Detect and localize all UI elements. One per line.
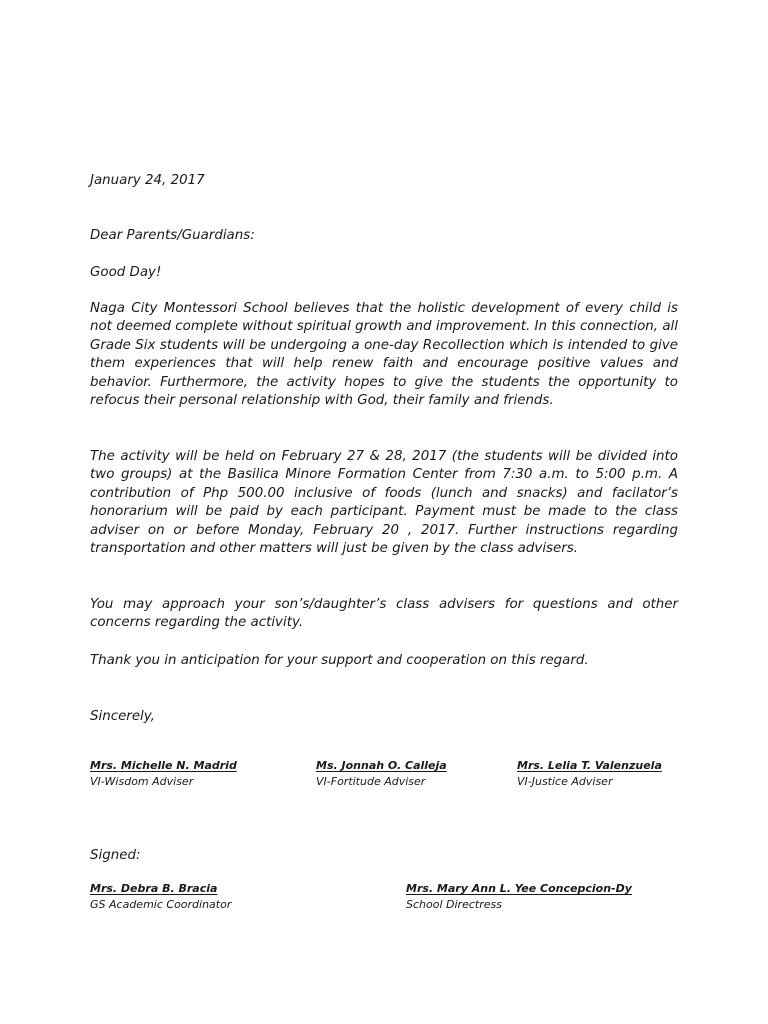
signatory-coordinator — [90, 881, 231, 913]
paragraph-intro: Naga City Montessori School believes that the holistic development of every child is not deemed complete without spiritual growth and improvement. In this connection, all Grade Six students will be undergoing a one-day Recollection which is intended to give them experiences that will help renew faith and encourage positive values and behavior. Furthermore, the activity hopes to give the students the opportunity to refocus their personal relationship with God, their family and friends. — [90, 301, 678, 409]
letter-date: January 24, 2017 — [90, 173, 205, 188]
adviser-name: Mrs. Michelle N. Madrid — [90, 759, 237, 772]
adviser-title: VI-Fortitude Adviser — [316, 775, 426, 788]
adviser-title: VI-Wisdom Adviser — [90, 775, 194, 788]
adviser-signature-wisdom — [90, 758, 237, 790]
signatory-title: GS Academic Coordinator — [90, 898, 232, 911]
greeting: Good Day! — [90, 265, 162, 280]
adviser-signature-fortitude — [316, 758, 447, 790]
signatory-title: School Directress — [406, 898, 502, 911]
paragraph-questions: You may approach your son’s/daughter’s class advisers for questions and other concerns regarding the activity. — [90, 597, 678, 631]
adviser-title: VI-Justice Adviser — [517, 775, 613, 788]
signatory-directress — [406, 881, 632, 913]
adviser-signature-justice — [517, 758, 662, 790]
paragraph-activity-details: The activity will be held on February 27 & 28, 2017 (the students will be divided into two groups) at the Basilica Minore Formation Center from 7:30 a.m. to 5:00 p.m. A contribution of Php 500.00 inclusive of foods (lunch and snacks) and facilator’s honorarium will be paid by each participant. Payment must be made to the class adviser on or before Monday, February 20 , 2017. Further instructions regarding transportation and other matters will just be given by the class advisers. — [90, 449, 678, 557]
signatory-name: Mrs. Debra B. Bracia — [90, 882, 218, 895]
paragraph-thanks: Thank you in anticipation for your support and cooperation on this regard. — [90, 653, 589, 668]
signatory-name: Mrs. Mary Ann L. Yee Concepcion-Dy — [406, 882, 632, 895]
closing: Sincerely, — [90, 709, 155, 724]
salutation: Dear Parents/Guardians: — [90, 228, 255, 243]
signed-label: Signed: — [90, 848, 141, 863]
adviser-name: Ms. Jonnah O. Calleja — [316, 759, 447, 772]
adviser-name: Mrs. Lelia T. Valenzuela — [517, 759, 662, 772]
